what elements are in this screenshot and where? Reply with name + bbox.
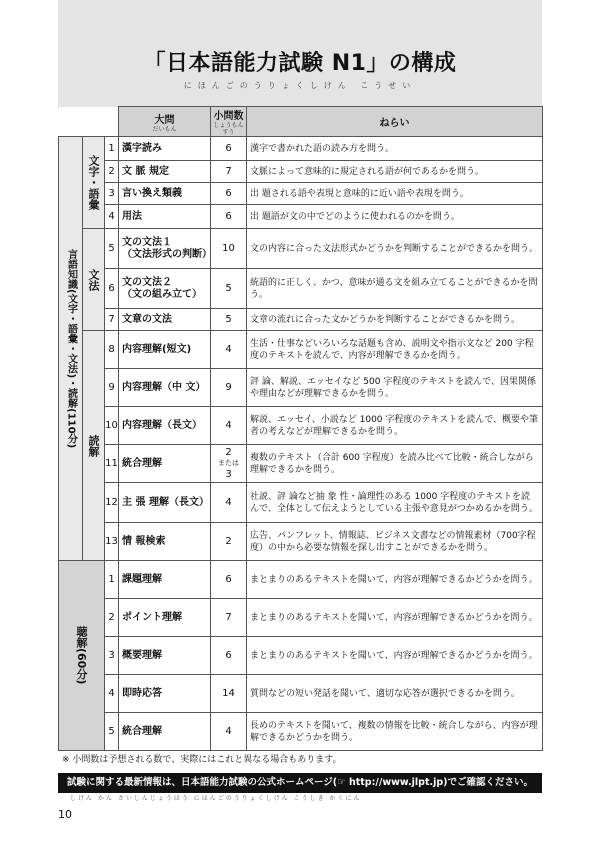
cell [59,107,119,137]
table-row [59,713,543,751]
table-row [59,205,543,229]
cell-daimon: 内容理解（長文） [119,407,211,445]
cell-nerai: 社説、評 論など抽 象 性・論理性のある 1000 字程度のテキストを読んで、全体として伝えようとしている主張や意見がつかめるかを問う。 [247,483,543,523]
cell-number: 13 [105,523,119,561]
cell-nerai: 質問などの短い発話を聞いて、適切な応答が選択できるかを問う。 [247,675,543,713]
table-row [59,561,543,599]
cell-count: 9 [211,369,247,407]
cell-count: 4 [211,407,247,445]
cell-nerai: まとまりのあるテキストを聞いて、内容が理解できるかどうかを問う。 [247,561,543,599]
cell-daimon: 文の文法１ （文法形式の判断） [119,229,211,269]
cell-number: 2 [105,599,119,637]
section-dokkai: 読解 [83,331,105,561]
table-row [59,137,543,161]
cell-count: 6 [211,183,247,205]
cell-daimon: 文 脈 規定 [119,161,211,183]
cell-daimon: 課題理解 [119,561,211,599]
cell-daimon: 漢字読み [119,137,211,161]
cell-count: 6 [211,637,247,675]
cell-count: 10 [211,229,247,269]
footnote: ※ 小問数は予想される数で、実際にはこれと異なる場合もあります。 [62,755,342,765]
cell-number: 1 [105,561,119,599]
cell-nerai: 長めのテキストを聞いて、複数の情報を比較・統合しながら、内容が理解できるかどうかを問う。 [247,713,543,751]
table-row [59,229,543,269]
page-number: 10 [58,808,72,821]
cell-nerai: まとまりのあるテキストを聞いて、内容が理解できるかどうかを問う。 [247,599,543,637]
cell-daimon: ポイント理解 [119,599,211,637]
section-gengo: 言語知識(文字・語彙・文法)・読解(110分) [59,137,83,561]
table-row [59,599,543,637]
cell-number: 5 [105,713,119,751]
cell-nerai: 文の内容に合った文法形式かどうかを判断することができるかを問う。 [247,229,543,269]
table-row [59,331,543,369]
cell-nerai: 解説、エッセイ、小説など 1000 字程度のテキストを読んで、概要や筆者の考えなどが理解できるかを問う。 [247,407,543,445]
cell-number: 10 [105,407,119,445]
cell-number: 3 [105,183,119,205]
table-row [59,269,543,309]
cell-nerai: 複数のテキスト（合計 600 字程度）を読み比べて比較・統合しながら理解できるかを問う。 [247,445,543,483]
cell-count: 4 [211,331,247,369]
section-moji: 文字・語彙 [83,137,105,229]
cell-daimon: 内容理解(短文) [119,331,211,369]
table-row [59,675,543,713]
cell-number: 11 [105,445,119,483]
cell-number: 4 [105,675,119,713]
cell-daimon: 主 張 理解（長文） [119,483,211,523]
cell-nerai: 生活・仕事などいろいろな話題も含め、説明文や指示文など 200 字程度のテキストを読んで、内容が理解できるかを問う。 [247,331,543,369]
cell-count: 2 [211,523,247,561]
cell-count: 6 [211,205,247,229]
structure-table [58,106,543,751]
cell-count: 6 [211,561,247,599]
cell-count: 4 [211,713,247,751]
cell-daimon: 文の文法２ （文の組み立て） [119,269,211,309]
cell-number: 6 [105,269,119,309]
cell-number: 9 [105,369,119,407]
table-row [59,637,543,675]
cell-nerai: 文脈によって意味的に規定される語が何であるかを問う。 [247,161,543,183]
title-ruby: にほんごのうりょくしけん こうせい [183,81,417,90]
cell-daimon: 統合理解 [119,445,211,483]
table-row [59,445,543,483]
cell-daimon: 即時応答 [119,675,211,713]
cell-daimon: 用法 [119,205,211,229]
table-row [59,161,543,183]
cell-nerai: まとまりのあるテキストを聞いて、内容が理解できるかどうかを問う。 [247,637,543,675]
footer-banner: 試験に関する最新情報は、日本語能力試験の公式ホームページ(☞ http://www.jlpt.jp)でご確認ください。 [58,773,542,793]
table-row [59,523,543,561]
cell-count: 2 または 3 [211,445,247,483]
cell-number: 4 [105,205,119,229]
section-chokai: 聴解(60分) [59,561,105,751]
cell-daimon: 内容理解（中 文） [119,369,211,407]
cell-number: 12 [105,483,119,523]
cell-number: 1 [105,137,119,161]
cell-count: 5 [211,309,247,331]
cell-count: 14 [211,675,247,713]
table-row [59,183,543,205]
header-shomonsu: 小問数 しょうもんすう [211,107,247,137]
table-row [59,407,543,445]
cell-count: 7 [211,599,247,637]
cell-number: 2 [105,161,119,183]
header-nerai: ねらい [247,107,543,137]
cell-nerai: 統語的に正しく、かつ、意味が通る文を組み立てることができるかを問う。 [247,269,543,309]
cell-number: 5 [105,229,119,269]
header-daimon: 大問 だいもん [119,107,211,137]
cell-nerai: 文章の流れに合った文かどうかを判断することができるかを問う。 [247,309,543,331]
cell-nerai: 出 題される語や表現と意味的に近い語や表現を問う。 [247,183,543,205]
cell-number: 8 [105,331,119,369]
cell-nerai: 評 論、解説、エッセイなど 500 字程度のテキストを読んで、因果関係や理由などが理解できるかを問う。 [247,369,543,407]
table-row [59,309,543,331]
cell-daimon: 言い換え類義 [119,183,211,205]
cell-daimon: 統合理解 [119,713,211,751]
cell-count: 4 [211,483,247,523]
cell-number: 3 [105,637,119,675]
cell-daimon: 文章の文法 [119,309,211,331]
table-header-row [59,107,543,137]
cell-nerai: 漢字で書かれた語の読み方を問う。 [247,137,543,161]
page-title: 「日本語能力試験 N1」の構成 [143,51,457,76]
cell-number: 7 [105,309,119,331]
cell-daimon: 概要理解 [119,637,211,675]
cell-daimon: 情 報検索 [119,523,211,561]
cell-nerai: 出 題語が文の中でどのように使われるのかを問う。 [247,205,543,229]
cell-count: 7 [211,161,247,183]
cell-nerai: 広告、パンフレット、情報誌、ビジネス文書などの情報素材（700字程度）の中から必要な情報を探し出すことができるかを問う。 [247,523,543,561]
cell-count: 6 [211,137,247,161]
section-bunpo: 文法 [83,229,105,331]
cell-count: 5 [211,269,247,309]
footer-ruby: しけん かん さいしんじょうほう にほんごのうりょくしけん こうしき かくにん [70,795,362,802]
table-row [59,483,543,523]
table-row [59,369,543,407]
